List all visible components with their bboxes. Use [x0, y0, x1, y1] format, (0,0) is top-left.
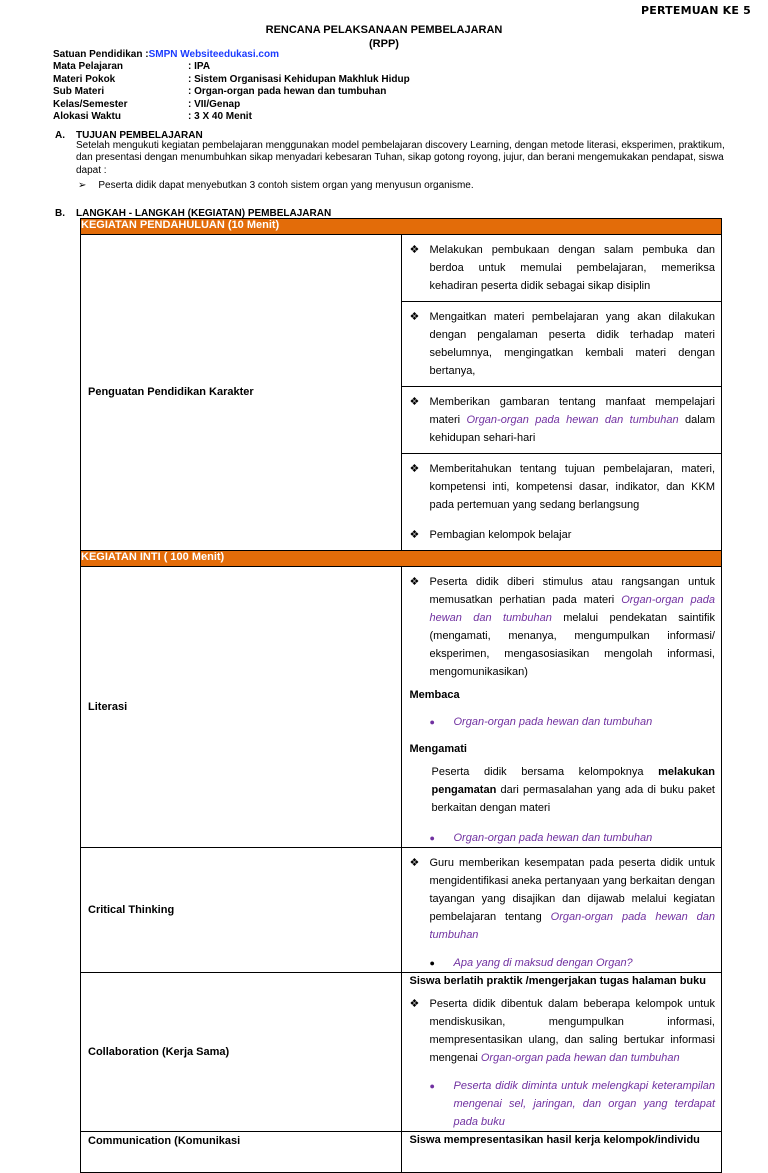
item-text: Melakukan pembukaan dengan salam pembuka dan berdoa untuk memulai pembelajaran, memeriksa kehadiran peserta didik sebagai sikap disiplin [429, 244, 715, 292]
subheading-reading: Membaca [409, 689, 460, 701]
list-item [402, 954, 722, 972]
material-name: Organ-organ pada hewan dan tumbuhan [429, 594, 715, 624]
info-key: Sub Materi [53, 86, 105, 98]
list-item [402, 713, 722, 731]
table-row [81, 219, 722, 235]
info-value: : IPA [188, 61, 211, 73]
list-item [402, 987, 722, 1073]
question-text: Apa yang di maksud dengan Organ? [453, 957, 633, 969]
info-row [53, 99, 410, 111]
activity-cell [401, 567, 722, 848]
label-communication: Communication (Komunikasi [81, 1132, 402, 1173]
school-label: Satuan Pendidikan : [53, 49, 149, 60]
section-number: A. [55, 130, 65, 141]
list-item [402, 522, 722, 550]
item-text-part: dalam kehidupan sehari-hari [429, 414, 715, 444]
item-text-part: Guru memberikan kesempatan pada peserta didik untuk mengidentifikasi aneka pertanyaan yang berkaitan dengan tayangan yang disajikan dan dijawab melalui kegiatan pembelajaran tentang [429, 857, 715, 923]
item-text: Memberitahukan tentang tujuan pembelajaran, materi, kompetensi inti, kompetensi dasar, indikator, dan KKM pada pertemuan yang sedang berlangsung [429, 463, 715, 511]
school-value: SMPN Websiteedukasi.com [148, 49, 279, 60]
label-collaboration: Collaboration (Kerja Sama) [81, 973, 402, 1132]
diamond-bullet-icon: ❖ [409, 576, 420, 588]
activity-cell [401, 387, 722, 454]
core-activity-header: KEGIATAN INTI ( 100 Menit) [81, 551, 722, 567]
section-number: B. [55, 208, 65, 219]
task-text: Peserta didik diminta untuk melengkapi keterampilan mengenai sel, jaringan, dan organ yang terdapat pada buku [453, 1080, 715, 1128]
table-row [81, 567, 722, 848]
diamond-bullet-icon: ❖ [409, 857, 420, 869]
label-critical-thinking: Critical Thinking [81, 848, 402, 973]
list-item [402, 235, 722, 301]
list-item [402, 829, 722, 847]
list-item [402, 454, 722, 522]
activity-cell [401, 1132, 722, 1173]
dot-bullet-icon: ● [429, 833, 435, 843]
intro-activity-header: KEGIATAN PENDAHULUAN (10 Menit) [81, 219, 722, 235]
activity-cell [401, 848, 722, 973]
list-item [402, 387, 722, 453]
meeting-number: PERTEMUAN KE 5 [641, 4, 751, 17]
table-row [81, 235, 722, 302]
list-item [402, 302, 722, 386]
objective-bullet [78, 180, 474, 191]
label-character-education: Penguatan Pendidikan Karakter [81, 235, 402, 551]
item-text-part: Peserta didik diberi stimulus atau rangsangan untuk memusatkan perhatian pada materi [429, 576, 715, 606]
arrow-bullet-icon: ➢ [78, 180, 87, 191]
item-text [430, 573, 716, 681]
info-value: : VII/Genap [188, 98, 241, 110]
info-value: : Sistem Organisasi Kehidupan Makhluk Hidup [188, 73, 410, 85]
material-name: Organ-organ pada hewan dan tumbuhan [466, 414, 679, 426]
communication-heading: Siswa mempresentasikan hasil kerja kelompok/individu [409, 1134, 700, 1146]
info-value: : 3 X 40 Menit [188, 111, 252, 123]
activity-cell [401, 454, 722, 551]
title-line-1: RENCANA PELAKSANAAN PEMBELAJARAN [265, 24, 503, 36]
item-text-part: Peserta didik dibentuk dalam beberapa kelompok untuk mendiskusikan, mengumpulkan informasi, mempresentasikan ulang, dan saling bertukar informasi mengenai [429, 998, 715, 1064]
section-title: TUJUAN PEMBELAJARAN [76, 130, 203, 141]
info-key: Materi Pokok [53, 73, 116, 85]
label-literacy: Literasi [81, 567, 402, 848]
list-item [402, 848, 722, 950]
objective-paragraph: Setelah mengukuti kegiatan pembelajaran menggunakan model pembelajaran discovery Learning, dengan metode literasi, eksperimen, praktikum, dan presentasi dengan menumbuhkan sikap menyadari kebesaran Tuhan, sikap gotong royong, jujur, dan berani mengemukakan pendapat, siswa dapat : [76, 140, 725, 176]
title-line-2: (RPP) [369, 38, 399, 50]
table-row [81, 973, 722, 1132]
material-name: Organ-organ pada hewan dan tumbuhan [480, 1052, 680, 1064]
info-row [53, 86, 410, 98]
item-text [430, 393, 716, 447]
info-key: Alokasi Waktu [53, 111, 121, 123]
list-item [402, 1077, 722, 1131]
info-key: Mata Pelajaran [53, 61, 124, 73]
diamond-bullet-icon: ❖ [409, 998, 420, 1010]
info-value: : Organ-organ pada hewan dan tumbuhan [188, 86, 387, 98]
material-name: Organ-organ pada hewan dan tumbuhan [453, 832, 653, 844]
activity-cell [401, 302, 722, 387]
item-text: Mengaitkan materi pembelajaran yang akan dilakukan dengan pengalaman peserta didik terhadap materi sebelumnya, mengingatkan kembali materi dengan bertanya, [429, 311, 715, 377]
item-text [430, 995, 716, 1067]
table-row [81, 551, 722, 567]
objective-text: Peserta didik dapat menyebutkan 3 contoh sistem organ yang menyusun organisme. [98, 180, 474, 191]
item-text [430, 854, 716, 944]
info-row [53, 74, 410, 86]
material-name: Organ-organ pada hewan dan tumbuhan [453, 716, 653, 728]
dot-bullet-icon: ● [429, 958, 435, 968]
table-row [81, 1132, 722, 1173]
diamond-bullet-icon: ❖ [409, 396, 420, 408]
observing-text [402, 763, 722, 817]
item-text-bold: melakukan pengamatan [431, 766, 715, 796]
item-text-part: dari permasalahan yang ada di buku paket berkaitan dengan materi [431, 784, 715, 814]
table-row [81, 848, 722, 973]
material-name: Organ-organ pada hewan dan tumbuhan [429, 911, 715, 941]
item-text-part: Peserta didik bersama kelompoknya [431, 766, 659, 778]
collaboration-heading: Siswa berlatih praktik /mengerjakan tugas halaman buku [409, 975, 706, 987]
item-text: Pembagian kelompok belajar [429, 529, 572, 541]
diamond-bullet-icon: ❖ [409, 463, 420, 475]
activity-cell [401, 235, 722, 302]
diamond-bullet-icon: ❖ [409, 311, 420, 323]
diamond-bullet-icon: ❖ [409, 244, 420, 256]
diamond-bullet-icon: ❖ [409, 529, 420, 541]
info-key: Kelas/Semester [53, 98, 128, 110]
subheading-observing: Mengamati [409, 743, 467, 755]
info-row [53, 111, 410, 123]
dot-bullet-icon: ● [429, 717, 435, 727]
item-text-part: melalui pendekatan saintifik (mengamati, menanya, mengumpulkan informasi/ eksperimen, mengasosiasikan mengolah informasi, mengomunikasikan) [429, 612, 715, 678]
activity-cell [401, 973, 722, 1132]
item-text-part: Memberikan gambaran tentang manfaat mempelajari materi [429, 396, 715, 426]
info-row [53, 61, 410, 73]
activity-table [80, 218, 722, 1173]
school-row [53, 49, 410, 61]
section-title: LANGKAH - LANGKAH (KEGIATAN) PEMBELAJARAN [76, 208, 332, 219]
identity-block [53, 49, 410, 123]
dot-bullet-icon: ● [429, 1081, 435, 1091]
document-title [0, 23, 768, 51]
list-item [402, 567, 722, 687]
